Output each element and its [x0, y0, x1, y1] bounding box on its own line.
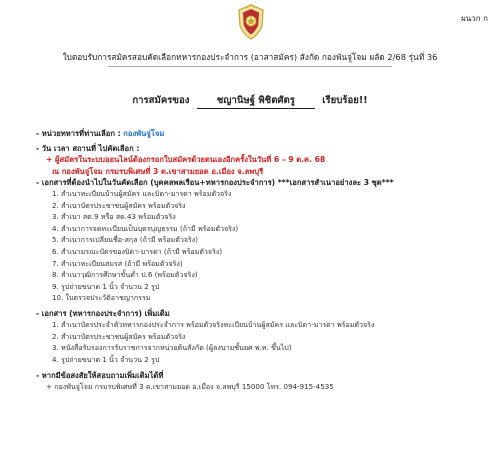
applicant-name: ชญานิษฐ์ พิชิตศัตรู: [197, 93, 315, 109]
registration-prefix: การสมัครของ: [132, 95, 190, 106]
list-item: 5. สำเนาการเปลี่ยนชื่อ-สกุล (ถ้ามี พร้อมตัวจริง): [52, 235, 199, 245]
registration-line: [0, 93, 500, 109]
unit-value: กองพันจู่โจม: [123, 129, 165, 138]
list-item: 4. สำเนาการจดทะเบียนเป็นบุตรบุญธรรม (ถ้ามี พร้อมตัวจริง): [52, 223, 239, 233]
list-item: 6. สำเนามรณะบัตรของบิดา-มารดา (ถ้ามี พร้อมตัวจริง): [52, 246, 223, 256]
annex-label: ผนวก ก: [461, 14, 488, 23]
document-title: ใบตอบรับการสมัครสอบคัดเลือกทหารกองประจำการ (อาสาสมัคร) สังกัด กองพันจู่โจม ผลัด 2/68 รุ่นที่ 36: [62, 52, 438, 62]
list-item: 4. รูปถ่ายขนาด 1 นิ้ว จำนวน 2 รูป: [52, 354, 160, 364]
list-item: 8. สำเนาวุฒิการศึกษาขั้นต่ำ ป.6 (พร้อมตัวจริง): [52, 270, 198, 280]
list-item: 1. สำเนาบัตรประจำตัวทหารกองประจำการ พร้อมตัวจริงทะเบียนบ้านผู้สมัคร และบิดา-มารดา พร้อมตัวจริง: [52, 320, 375, 330]
list-item: 1. สำเนาทะเบียนบ้านผู้สมัคร และบิดา-มารดา พร้อมตัวจริง: [52, 189, 232, 199]
list-item: 2. สำเนาบัตรประชาชนผู้สมัคร พร้อมตัวจริง: [52, 331, 186, 341]
list-item: 2. สำเนาบัตรประชาชนผู้สมัคร พร้อมตัวจริง: [52, 200, 186, 210]
documents-list: [36, 188, 494, 304]
contact-info: + กองพันจู่โจม กรมรบพิเศษที่ 3 ต.เขาสามยอด อ.เมือง จ.ลพบุรี 15000 โทร. 094-915-4535: [46, 381, 334, 391]
registration-suffix: เรียบร้อย!!: [322, 95, 368, 106]
unit-section: [36, 128, 494, 139]
list-item: 7. สำเนาทะเบียนสมรส (ถ้ามี พร้อมตัวจริง): [52, 258, 183, 268]
document-body: [36, 128, 494, 392]
list-item: 9. รูปถ่ายขนาด 1 นิ้ว จำนวน 2 รูป: [52, 281, 160, 291]
list-item: 3. สำเนา สด.9 หรือ สด.43 พร้อมตัวจริง: [52, 212, 176, 222]
additional-documents-list: [36, 319, 494, 365]
contact-label: - หากมีข้อสงสัยให้สอบถามเพิ่มเติมได้ที่: [36, 370, 164, 380]
documents-label: - เอกสารที่ต้องนำไปในวันคัดเลือก (บุคคลพลเรือน+ทหารกองประจำการ) ***เอกสารสำเนาอย่างละ 3 ชุด***: [36, 177, 394, 187]
list-item: 10. ใบตรวจประวัติอาชญากรรม: [52, 293, 151, 303]
schedule-label: - วัน เวลา สถานที่ ไปคัดเลือก :: [36, 144, 140, 154]
unit-label: - หน่วยทหารที่ท่านเลือก :: [36, 129, 121, 138]
list-item: 3. หนังสือรับรองการรับราชการจากหน่วยต้นสังกัด (ผู้ลงนามชั้นยศ พ.ท. ขึ้นไป): [52, 343, 292, 353]
schedule-location: ณ กองพันจู่โจม กรมรบพิเศษที่ 3 ต.เขาสามยอด อ.เมือง จ.ลพบุรี: [52, 166, 264, 176]
title-divider: [108, 66, 392, 67]
additional-documents-label: - เอกสาร (ทหารกองประจำการ) เพิ่มเติม: [36, 308, 170, 318]
schedule-notice: + ผู้สมัครในระบบออนไลน์ต้องกรอกใบสมัครด้วยตนเองอีกครั้งในวันที่ 6 – 9 ต.ค. 68: [46, 155, 326, 165]
royal-thai-army-emblem-icon: [236, 4, 266, 40]
